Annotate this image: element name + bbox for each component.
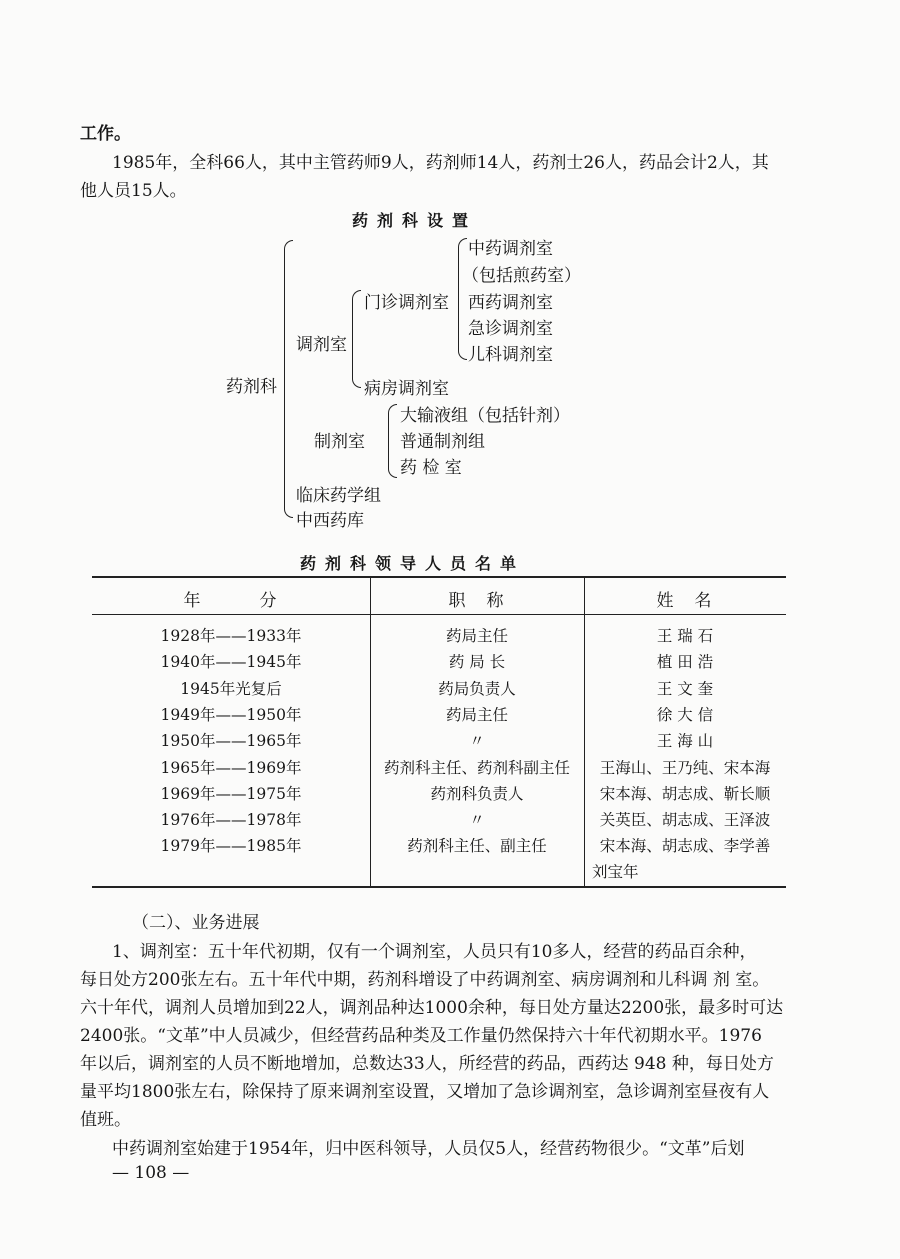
body-line: 年以后，调剂室的人员不断地增加，总数达33人，所经营的药品，西药达 948 种，每日处方 (80, 1054, 774, 1074)
row-year: 1965年——1969年 (160, 759, 302, 777)
body-line: 值班。 (80, 1110, 131, 1130)
row-name: 王 瑞 石 (656, 627, 714, 645)
row-name: 植 田 浩 (656, 653, 714, 671)
row-year: 1945年光复后 (180, 680, 282, 698)
org-outpatient-child: 急诊调剂室 (468, 319, 553, 339)
org-warehouse-label: 中西药库 (296, 511, 364, 531)
row-year: 1976年——1978年 (160, 811, 302, 829)
table-header-name: 姓 名 (656, 591, 714, 611)
org-preparation-child: 大输液组（包括针剂） (400, 406, 570, 426)
org-dispensing-label: 调剂室 (296, 335, 347, 355)
org-outpatient-child: 西药调剂室 (468, 293, 553, 313)
table-bottom-rule (92, 886, 786, 888)
body-line: 六十年代，调剂人员增加到22人，调剂品种达1000余种，每日处方量达2200张，最多时可达 (80, 998, 784, 1018)
row-title: 药局负责人 (438, 680, 516, 698)
table-header-year: 年 分 (183, 591, 279, 611)
row-year: 1940年——1945年 (160, 653, 302, 671)
table-title: 药剂科领导人员名单 (300, 554, 526, 573)
row-year: 1969年——1975年 (160, 785, 302, 803)
table-top-rule (92, 576, 786, 578)
row-title: 药局主任 (445, 706, 508, 724)
org-outpatient-child: 儿科调剂室 (468, 345, 553, 365)
row-title: 〃 (469, 811, 485, 829)
row-title: 药剂科主任、药剂科副主任 (383, 759, 570, 777)
org-chart-title: 药剂科设置 (352, 211, 478, 230)
section-heading: （二）、业务进展 (132, 913, 260, 933)
body-line: 每日处方200张左右。五十年代中期，药剂科增设了中药调剂室、病房调剂和儿科调 剂 室。 (80, 970, 770, 990)
org-root-label: 药剂科 (226, 377, 277, 397)
intro-line-1: 1985年，全科66人，其中主管药师9人，药剂师14人，药剂士26人，药品会计2人，其 (112, 153, 769, 173)
body-line: 1、调剂室：五十年代初期，仅有一个调剂室，人员只有10多人，经营的药品百余种， (112, 942, 757, 962)
row-title: 〃 (469, 732, 485, 750)
intro-line-0: 工作。 (80, 124, 131, 144)
intro-line-2: 他人员15人。 (80, 181, 187, 201)
body-line: 中药调剂室始建于1954年，归中医科领导，人员仅5人，经营药物很少。“文革”后划 (112, 1139, 745, 1159)
row-name: 关英臣、胡志成、王泽波 (599, 811, 771, 829)
row-name: 王 文 奎 (656, 680, 714, 698)
row-year: 1949年——1950年 (160, 706, 302, 724)
org-outpatient-child: （包括煎药室） (462, 266, 581, 286)
table-header-rule (92, 614, 786, 615)
row-title: 药 局 长 (448, 653, 506, 671)
org-outpatient-bracket (458, 238, 467, 360)
row-year: 1950年——1965年 (160, 732, 302, 750)
org-preparation-label: 制剂室 (314, 432, 365, 452)
org-root-bracket (284, 240, 293, 518)
org-preparation-child: 药 检 室 (400, 458, 462, 478)
org-preparation-child: 普通制剂组 (400, 432, 485, 452)
row-title: 药剂科负责人 (430, 785, 524, 803)
org-preparation-bracket (388, 404, 397, 478)
org-outpatient-label: 门诊调剂室 (364, 293, 449, 313)
org-dispensing-bracket (352, 290, 361, 388)
row-year: 1979年——1985年 (160, 837, 302, 855)
row-name: 宋本海、胡志成、靳长顺 (599, 785, 771, 803)
row-year: 1928年——1933年 (160, 627, 302, 645)
org-clinical-label: 临床药学组 (296, 486, 381, 506)
org-outpatient-child: 中药调剂室 (468, 239, 553, 259)
row-name-continued: 刘宝年 (592, 863, 639, 881)
row-title: 药局主任 (445, 627, 508, 645)
row-name: 王海山、王乃纯、宋本海 (599, 759, 771, 777)
row-name: 宋本海、胡志成、李学善 (599, 837, 771, 855)
row-title: 药剂科主任、副主任 (407, 837, 547, 855)
page-number: — 108 — (112, 1163, 190, 1183)
table-header-title: 职 称 (448, 591, 506, 611)
body-line: 2400张。“文革”中人员减少，但经营药品种类及工作量仍然保持六十年代初期水平。1976 (80, 1026, 762, 1046)
row-name: 王 海 山 (656, 732, 714, 750)
body-line: 量平均1800张左右，除保持了原来调剂室设置，又增加了急诊调剂室，急诊调剂室昼夜有人 (80, 1082, 770, 1102)
row-name: 徐 大 信 (656, 706, 714, 724)
org-ward-label: 病房调剂室 (364, 379, 449, 399)
